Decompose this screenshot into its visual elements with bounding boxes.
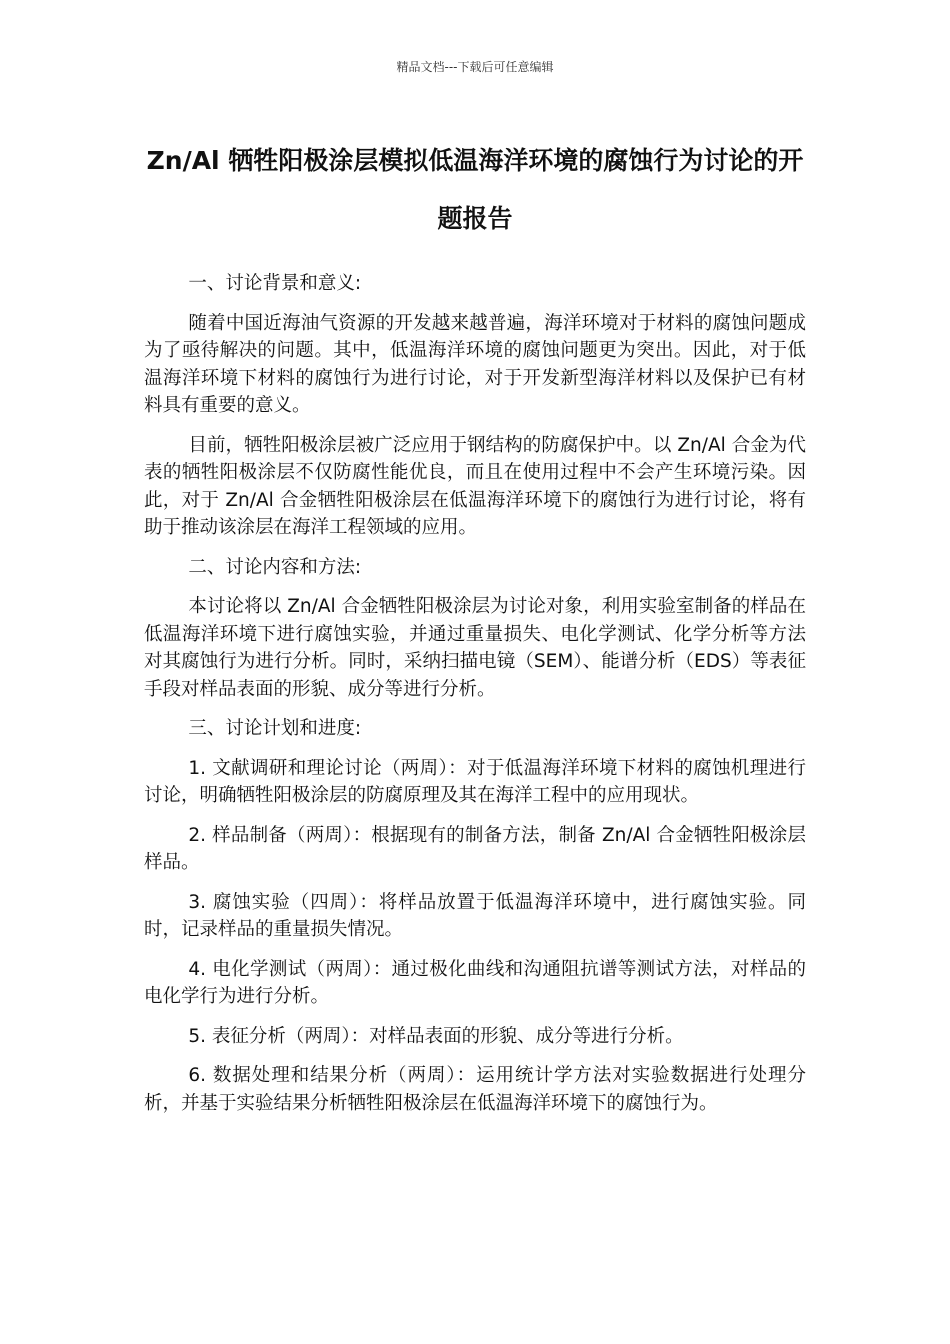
plan-item: 2. 样品制备（两周）：根据现有的制备方法，制备 Zn/Al 合金牺牲阳极涂层样品。 (144, 824, 806, 873)
header-note: 精品文档---下载后可任意编辑 (396, 60, 554, 74)
section-heading-plan-schedule: 三、讨论计划和进度: (188, 718, 362, 739)
document-body (144, 270, 806, 1129)
paragraph: 随着中国近海油气资源的开发越来越普遍，海洋环境对于材料的腐蚀问题成为了亟待解决的问题。其中，低温海洋环境的腐蚀问题更为突出。因此，对于低温海洋环境下材料的腐蚀行为进行讨论，对于开发新型海洋材料以及保护已有材料具有重要的意义。 (144, 312, 806, 416)
paragraph: 目前，牺牲阳极涂层被广泛应用于钢结构的防腐保护中。以 Zn/Al 合金为代表的牺牲阳极涂层不仅防腐性能优良，而且在使用过程中不会产生环境污染。因此，对于 Zn/Al 合金牺牲阳极涂层在低温海洋环境下的腐蚀行为进行讨论，将有助于推动该涂层在海洋工程领域的应用。 (144, 434, 806, 538)
paragraph: 本讨论将以 Zn/Al 合金牺牲阳极涂层为讨论对象，利用实验室制备的样品在低温海洋环境下进行腐蚀实验，并通过重量损失、电化学测试、化学分析等方法对其腐蚀行为进行分析。同时，采纳扫描电镜（SEM）、能谱分析（EDS）等表征手段对样品表面的形貌、成分等进行分析。 (144, 596, 806, 700)
plan-item: 4. 电化学测试（两周）：通过极化曲线和沟通阻抗谱等测试方法，对样品的电化学行为进行分析。 (144, 958, 806, 1007)
plan-item: 3. 腐蚀实验（四周）：将样品放置于低温海洋环境中，进行腐蚀实验。同时，记录样品的重量损失情况。 (144, 891, 806, 940)
plan-item: 1. 文献调研和理论讨论（两周）：对于低温海洋环境下材料的腐蚀机理进行讨论，明确牺牲阳极涂层的防腐原理及其在海洋工程中的应用现状。 (144, 757, 806, 806)
plan-item: 6. 数据处理和结果分析（两周）：运用统计学方法对实验数据进行处理分析，并基于实验结果分析牺牲阳极涂层在低温海洋环境下的腐蚀行为。 (144, 1065, 806, 1114)
document-title: Zn/Al 牺牲阳极涂层模拟低温海洋环境的腐蚀行为讨论的开题报告 (146, 146, 804, 233)
section-heading-content-methods: 二、讨论内容和方法: (188, 556, 362, 578)
section-heading-background: 一、讨论背景和意义: (188, 273, 362, 294)
plan-item: 5. 表征分析（两周）：对样品表面的形貌、成分等进行分析。 (188, 1025, 684, 1047)
